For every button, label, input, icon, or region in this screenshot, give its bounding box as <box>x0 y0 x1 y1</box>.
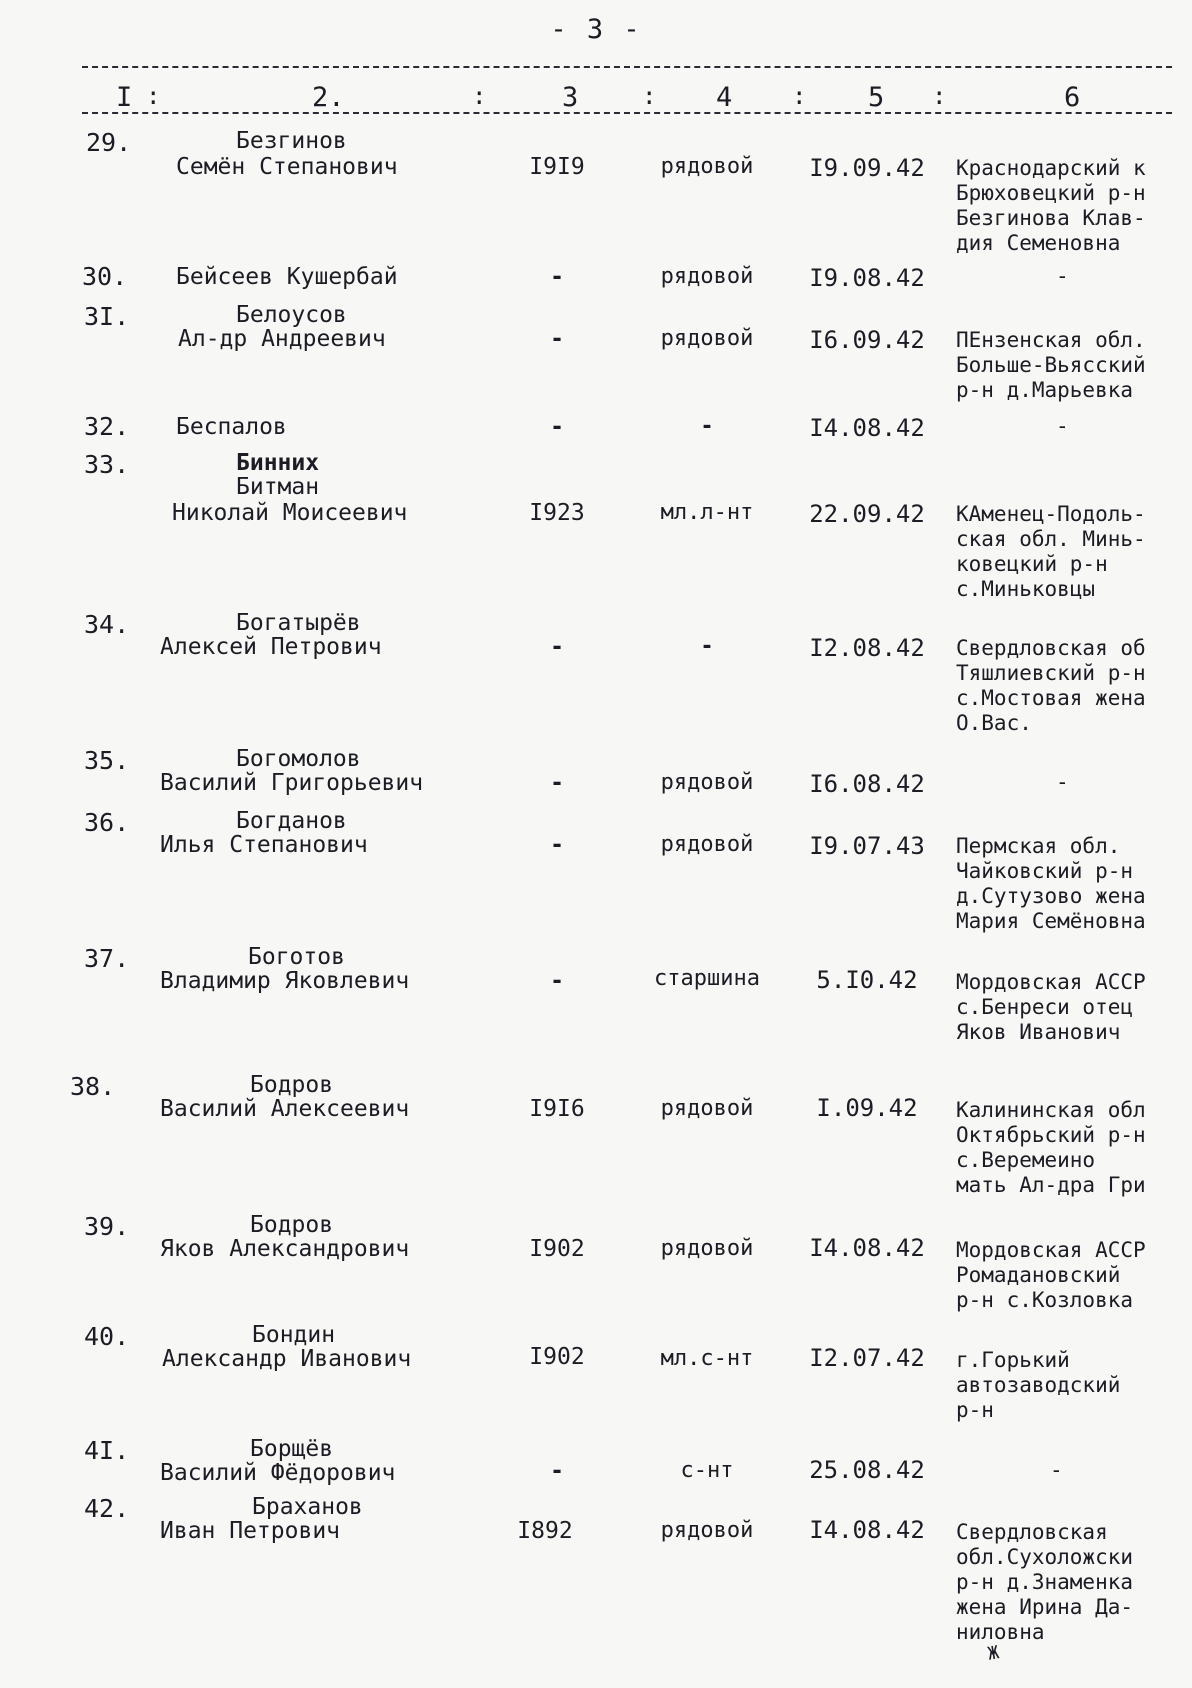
date: I6.08.42 <box>809 770 925 798</box>
rank: рядовой <box>660 1096 754 1121</box>
row-number: 35. <box>84 746 130 775</box>
rank: рядовой <box>660 154 754 179</box>
surname: Браханов <box>252 1494 363 1520</box>
full-name: Василий Григорьевич <box>160 770 424 796</box>
birth-year: - <box>550 634 564 660</box>
rank: рядовой <box>660 1236 754 1261</box>
surname: Бодров <box>250 1072 334 1098</box>
birth-year: I892 <box>517 1518 573 1544</box>
address: - <box>1056 264 1069 288</box>
address: г.Горький автозаводский р-н <box>956 1348 1121 1422</box>
surname: Богатырёв <box>236 610 361 636</box>
date: I9.09.42 <box>809 154 925 182</box>
header-col-2: 2. <box>312 82 345 113</box>
birth-year: I9I9 <box>529 154 585 180</box>
birth-year: I902 <box>529 1236 585 1262</box>
address: Мордовская АССР с.Бенреси отец Яков Иванович <box>956 970 1146 1044</box>
birth-year: - <box>550 414 564 440</box>
full-name: Алексей Петрович <box>160 634 382 660</box>
header-separator: : <box>472 82 487 110</box>
date: 25.08.42 <box>809 1456 925 1484</box>
header-separator: : <box>792 82 807 110</box>
surname: Безгинов <box>236 128 347 154</box>
header-col-3: 3 <box>562 82 579 113</box>
date: I4.08.42 <box>809 1516 925 1544</box>
row-number: 32. <box>84 412 130 441</box>
row-number: 39. <box>84 1212 130 1241</box>
row-number: 40. <box>84 1322 130 1351</box>
address: Свердловская обл.Сухоложски р-н д.Знаменка жена Ирина Да- ниловна <box>956 1520 1134 1644</box>
birth-year: - <box>550 1458 564 1484</box>
birth-year: I923 <box>529 500 585 526</box>
address: ПЕнзенская обл. Больше-Вьясский р-н д.Марьевка <box>956 328 1146 402</box>
birth-year: - <box>550 264 564 290</box>
header-separator: : <box>932 82 947 110</box>
address: - <box>1050 1458 1063 1482</box>
rank: рядовой <box>660 770 754 795</box>
full-name: Беспалов <box>176 414 287 440</box>
row-number: 30. <box>82 262 128 291</box>
full-name: Иван Петрович <box>160 1518 341 1544</box>
full-name: Илья Степанович <box>160 832 368 858</box>
date: I2.07.42 <box>809 1344 925 1372</box>
surname: Битман <box>236 474 320 500</box>
row-number: 29. <box>86 128 132 157</box>
surname: Боготов <box>248 944 345 970</box>
header-separator: : <box>146 82 161 110</box>
full-name: Владимир Яковлевич <box>160 968 410 994</box>
full-name: Александр Иванович <box>162 1346 412 1372</box>
surname: Белоусов <box>236 302 347 328</box>
row-number: 42. <box>84 1494 130 1523</box>
rank: мл.с-нт <box>660 1346 754 1371</box>
rank: - <box>700 634 714 659</box>
date: 22.09.42 <box>809 500 925 528</box>
surname: Богомолов <box>236 746 361 772</box>
full-name: Бейсеев Кушербай <box>176 264 398 290</box>
row-number: 33. <box>84 450 130 479</box>
row-number: 38. <box>70 1072 116 1101</box>
page-number: - 3 - <box>550 14 642 45</box>
rank: - <box>700 414 714 439</box>
rank: мл.л-нт <box>660 500 754 525</box>
header-separator: : <box>642 82 657 110</box>
full-name: Ал-др Андреевич <box>178 326 386 352</box>
date: I9.07.43 <box>809 832 925 860</box>
date: I2.08.42 <box>809 634 925 662</box>
birth-year: I902 <box>529 1344 585 1370</box>
full-name: Яков Александрович <box>160 1236 410 1262</box>
rank: старшина <box>654 966 760 991</box>
header-col-5: 5 <box>868 82 885 113</box>
rank: с-нт <box>680 1458 734 1483</box>
address: - <box>1056 414 1069 438</box>
birth-year: I9I6 <box>529 1096 585 1122</box>
surname-struck: Бинних <box>236 450 320 476</box>
rank: рядовой <box>660 1518 754 1543</box>
header-top-rule <box>82 66 1172 68</box>
date: I9.08.42 <box>809 264 925 292</box>
row-number: 36. <box>84 808 130 837</box>
row-number: 4I. <box>84 1436 130 1465</box>
full-name: Семён Степанович <box>176 154 398 180</box>
row-number: 34. <box>84 610 130 639</box>
full-name: Василий Фёдорович <box>160 1460 396 1486</box>
rank: рядовой <box>660 832 754 857</box>
rank: рядовой <box>660 264 754 289</box>
address: Калининская обл Октябрьский р-н с.Веремеино мать Ал-дра Гри <box>956 1098 1146 1197</box>
surname: Богданов <box>236 808 347 834</box>
date: I6.09.42 <box>809 326 925 354</box>
surname: Бондин <box>252 1322 336 1348</box>
header-col-1: I <box>116 82 133 113</box>
header-col-6: 6 <box>1064 82 1081 113</box>
address: - <box>1056 770 1069 794</box>
header-bottom-rule <box>82 112 1172 114</box>
surname: Бодров <box>250 1212 334 1238</box>
address: Пермская обл. Чайковский р-н д.Сутузово жена Мария Семёновна <box>956 834 1146 933</box>
birth-year: - <box>550 968 564 994</box>
birth-year: - <box>550 770 564 796</box>
rank: рядовой <box>660 326 754 351</box>
row-number: 3I. <box>84 302 130 331</box>
address: Мордовская АССР Ромадановский р-н с.Козловка <box>956 1238 1146 1312</box>
date: I.09.42 <box>816 1094 918 1122</box>
header-col-4: 4 <box>716 82 733 113</box>
date: 5.I0.42 <box>816 966 918 994</box>
date: I4.08.42 <box>809 414 925 442</box>
address: Краснодарский к Брюховецкий р-н Безгинова Клав- дия Семеновна <box>956 156 1146 255</box>
birth-year: - <box>550 832 564 858</box>
address: Свердловская об Тяшлиевский р-н с.Мостовая жена О.Вас. <box>956 636 1146 735</box>
date: I4.08.42 <box>809 1234 925 1262</box>
full-name: Василий Алексеевич <box>160 1096 410 1122</box>
row-number: 37. <box>84 944 130 973</box>
footer-mark: Ж <box>986 1642 1001 1665</box>
full-name: Николай Моисеевич <box>172 500 408 526</box>
address: КАменец-Подоль- ская обл. Минь- ковецкий р-н с.Миньковцы <box>956 502 1146 601</box>
surname: Борщёв <box>250 1436 334 1462</box>
birth-year: - <box>550 326 564 352</box>
